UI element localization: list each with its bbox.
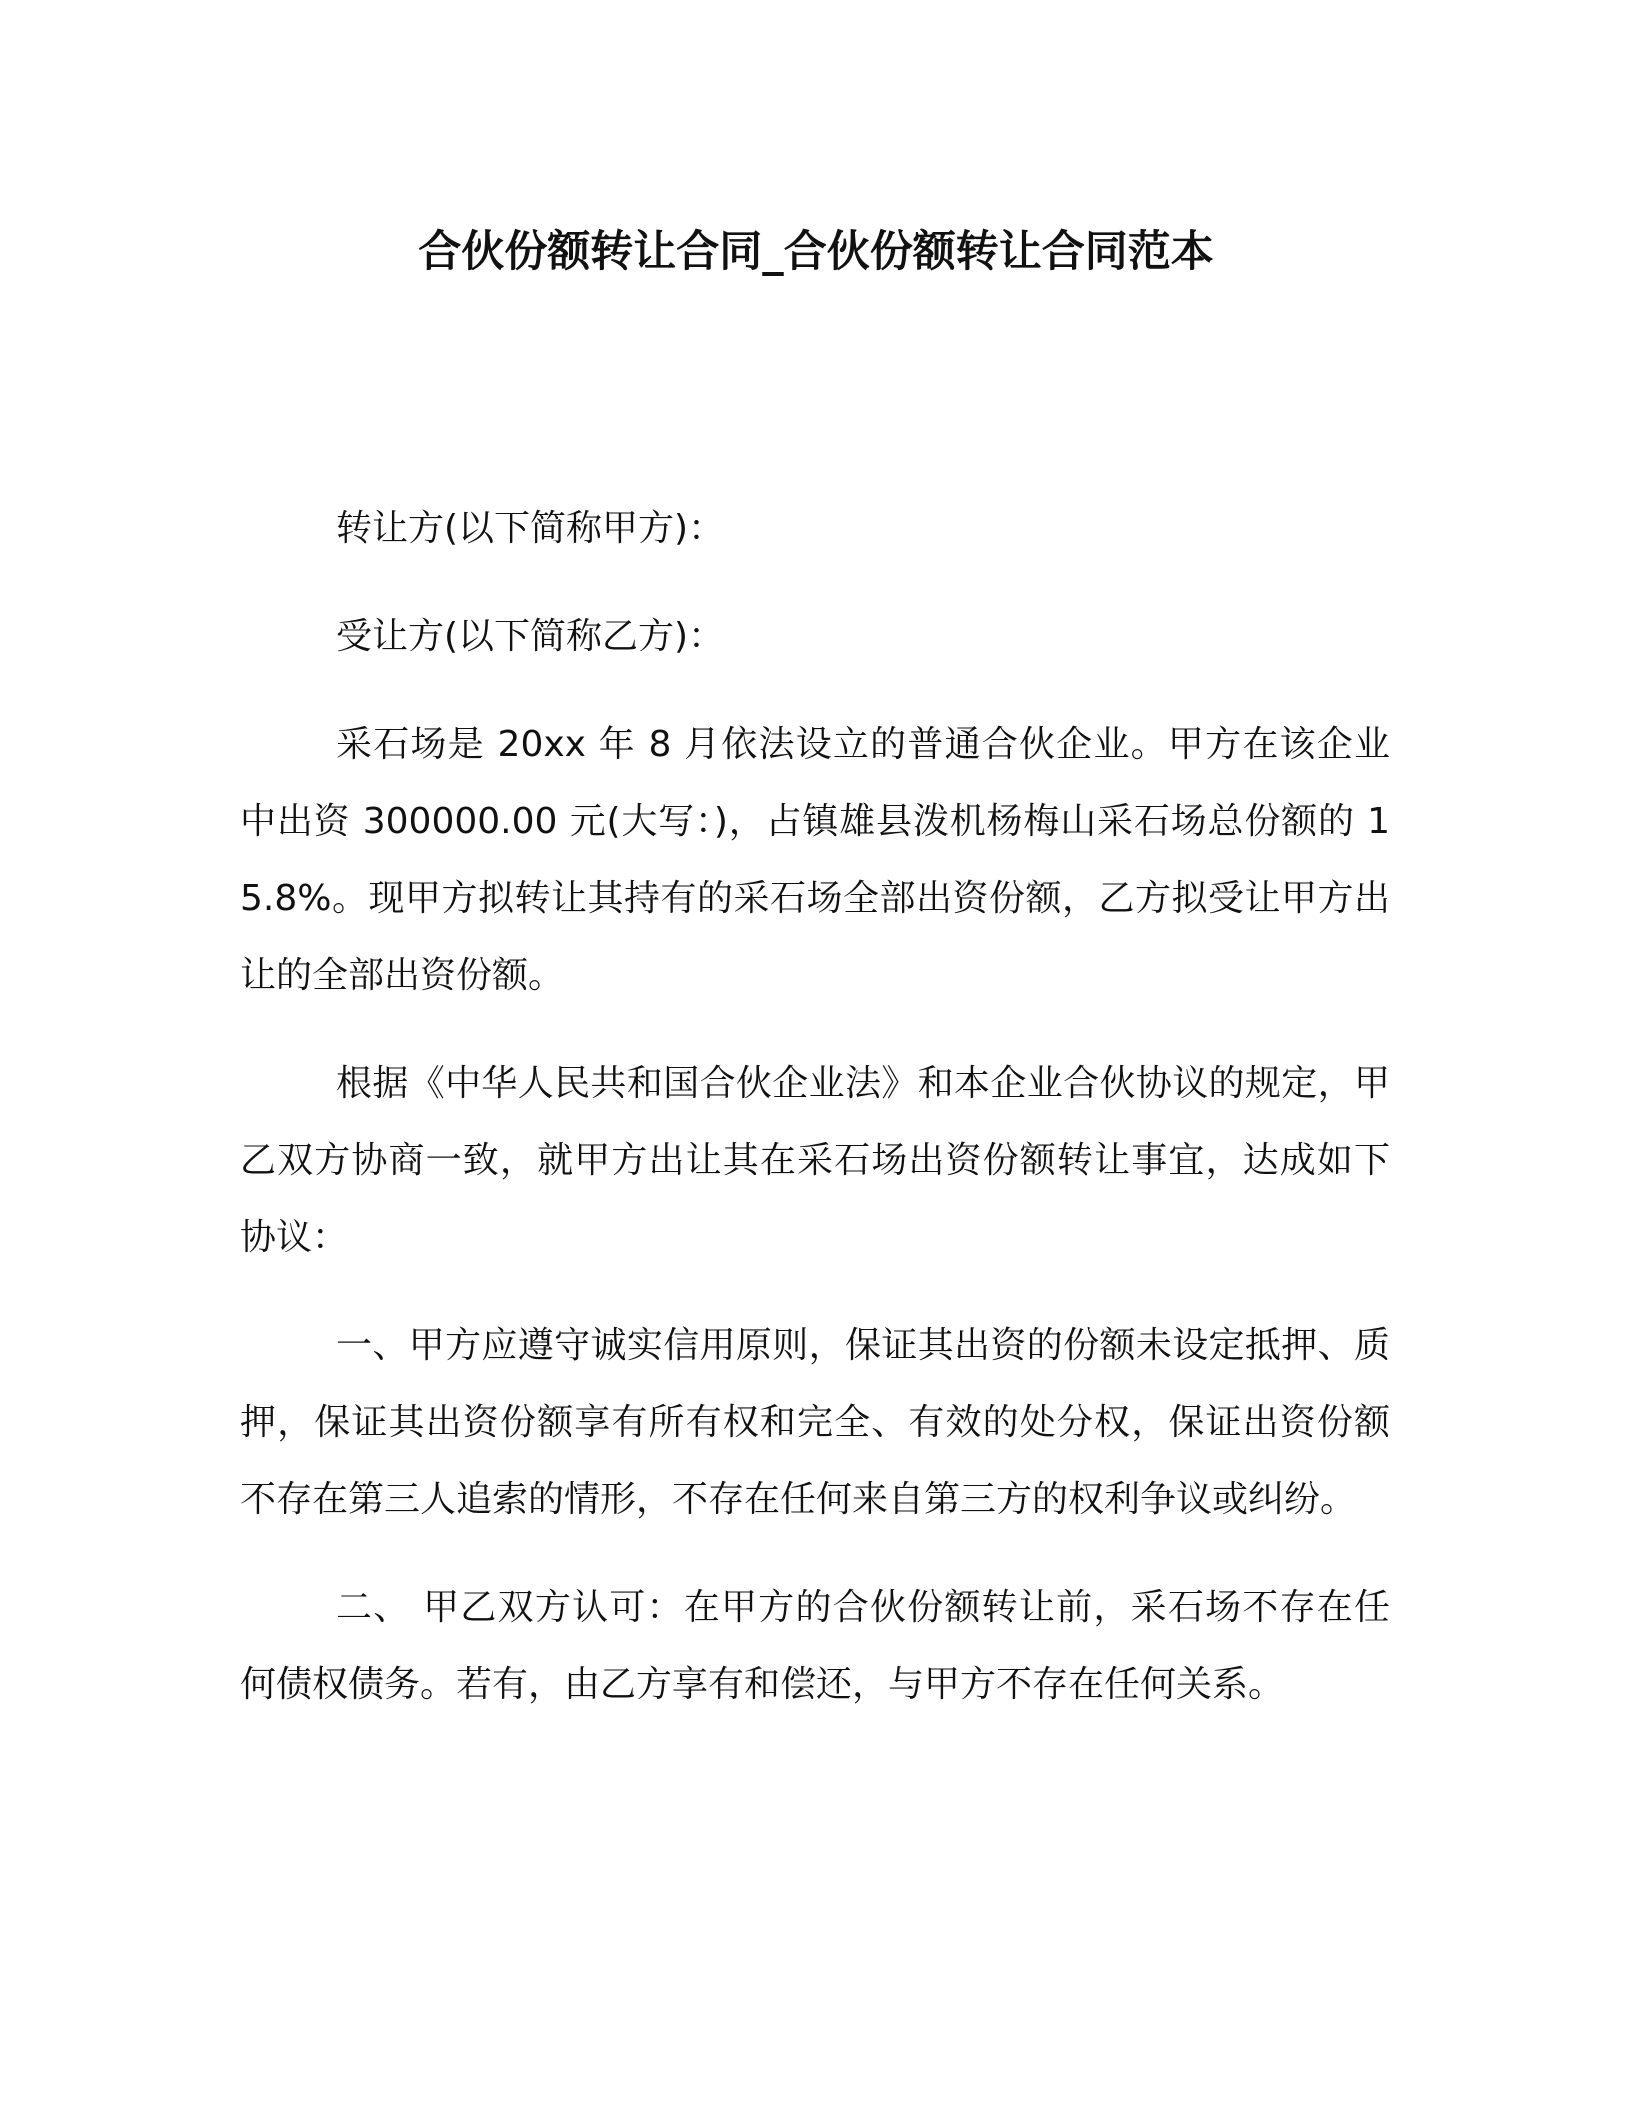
transferor-line: 转让方(以下简称甲方)： xyxy=(336,508,725,549)
document-body xyxy=(240,490,1390,1754)
transferee-line: 受让方(以下简称乙方)： xyxy=(336,616,725,657)
legal-basis-paragraph: 根据《中华人民共和国合伙企业法》和本企业合伙协议的规定，甲乙双方协商一致，就甲方出让其在采石场出资份额转让事宜，达成如下协议： xyxy=(240,1063,1390,1258)
clause-two-paragraph: 二、 甲乙双方认可：在甲方的合伙份额转让前，采石场不存在任何债权债务。若有，由乙方享有和偿还，与甲方不存在任何关系。 xyxy=(240,1587,1390,1705)
background-paragraph: 采石场是 20xx 年 8 月依法设立的普通合伙企业。甲方在该企业中出资 300000.00 元(大写：)，占镇雄县泼机杨梅山采石场总份额的 15.8%。现甲方拟转让其持有的采石场全部出资份额，乙方拟受让甲方出让的全部出资份额。 xyxy=(240,724,1390,996)
document-title: 合伙份额转让合同_合伙份额转让合同范本 xyxy=(418,227,1214,277)
clause-one-paragraph: 一、甲方应遵守诚实信用原则，保证其出资的份额未设定抵押、质押，保证其出资份额享有所有权和完全、有效的处分权，保证出资份额不存在第三人追索的情形，不存在任何来自第三方的权利争议或纠纷。 xyxy=(240,1325,1390,1520)
